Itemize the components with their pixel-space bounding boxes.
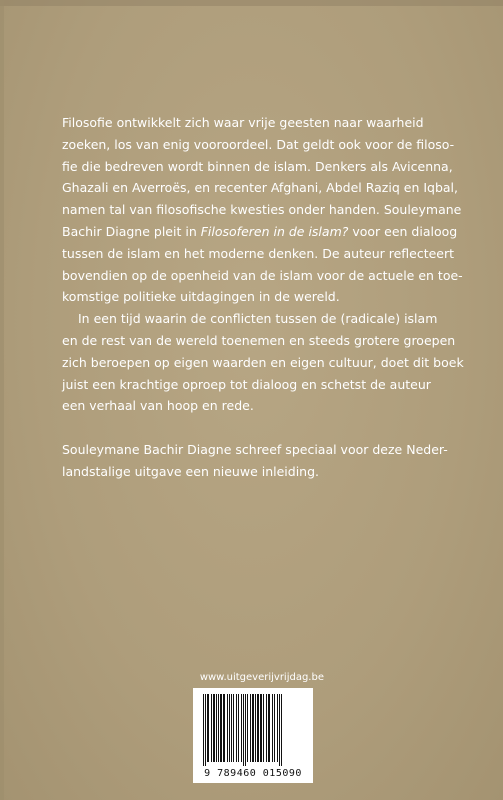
barcode-bar (233, 694, 234, 762)
blurb-line: komstige politieke uitdagingen in de wereld. (62, 289, 340, 305)
blurb-line-with-title (62, 221, 482, 243)
publisher-url: www.uitgeverijvrijdag.be (199, 672, 324, 683)
barcode-bar (274, 694, 275, 762)
barcode-bar (216, 694, 217, 762)
blurb-line: een verhaal van hoop en rede. (62, 398, 254, 414)
barcode-bar (231, 694, 232, 762)
barcode-bar (250, 694, 251, 762)
cover-left-edge (0, 0, 4, 800)
barcode-bar (241, 694, 242, 762)
blurb-line: zich beroepen op eigen waarden en eigen cultuur, doet dit boek (62, 354, 464, 370)
blurb-line: landstalige uitgave een nieuwe inleiding. (62, 463, 320, 479)
barcode-bar (213, 694, 215, 762)
blurb-line: zoeken, los van enig vooroordeel. Dat geldt ook voor de filoso- (62, 136, 455, 152)
barcode-bar (207, 694, 209, 762)
blurb-line: Ghazali en Averroës, en recenter Afghani, Abdel Raziq en Iqbal, (62, 180, 458, 196)
barcode-bar (272, 694, 273, 762)
isbn-barcode (193, 688, 313, 783)
barcode-bar (236, 694, 237, 762)
isbn-number: 9 789460 015090 (204, 768, 302, 779)
barcode-bar (218, 694, 219, 762)
blurb-line: namen tal van filosofische kwesties onder handen. Souleymane (62, 202, 462, 218)
barcode-bar (252, 694, 254, 762)
book-title-italic: Filosoferen in de islam? (200, 223, 349, 239)
blurb-line: juist een krachtige oproep tot dialoog en schetst de auteur (62, 376, 431, 392)
blurb-line: tussen de islam en het moderne denken. De auteur reflecteert (62, 245, 455, 261)
barcode-bar (223, 694, 225, 762)
cover-top-edge (0, 0, 503, 6)
barcode-bar (263, 694, 264, 762)
blurb-line: In een tijd waarin de conflicten tussen de (radicale) islam (78, 311, 438, 327)
barcode-bar (266, 694, 267, 762)
barcode-bar (243, 694, 244, 766)
barcode-bar (260, 694, 262, 762)
barcode-bar (257, 694, 259, 762)
barcode-bar (211, 694, 212, 762)
barcode-bar (268, 694, 270, 762)
barcode-bar (238, 694, 239, 762)
barcode-bar (245, 694, 246, 766)
barcode-bar (281, 694, 282, 766)
barcode-bar (203, 694, 204, 766)
barcode-bar (205, 694, 206, 766)
paragraph-gap (62, 417, 482, 439)
blurb-line: en de rest van de wereld toenemen en steeds grotere groepen (62, 332, 456, 348)
barcode-bar (220, 694, 222, 762)
blurb-line-pre: Bachir Diagne pleit in (62, 223, 201, 239)
barcode-bar (279, 694, 280, 766)
blurb-text (62, 112, 482, 483)
blurb-line-post: voor een dialoog (348, 223, 458, 239)
blurb-line: bovendien op de openheid van de islam voor de actuele en toe- (62, 267, 463, 283)
barcode-bar (277, 694, 278, 762)
barcode-bar (229, 694, 230, 762)
blurb-line: Souleymane Bachir Diagne schreef speciaal voor deze Neder- (62, 441, 448, 457)
barcode-bar (255, 694, 256, 762)
blurb-line: Filosofie ontwikkelt zich waar vrije geesten naar waarheid (62, 115, 424, 130)
barcode-bar (227, 694, 228, 762)
blurb-line: fie die bedreven wordt binnen de islam. Denkers als Avicenna, (62, 158, 453, 174)
barcode-bar (247, 694, 248, 762)
